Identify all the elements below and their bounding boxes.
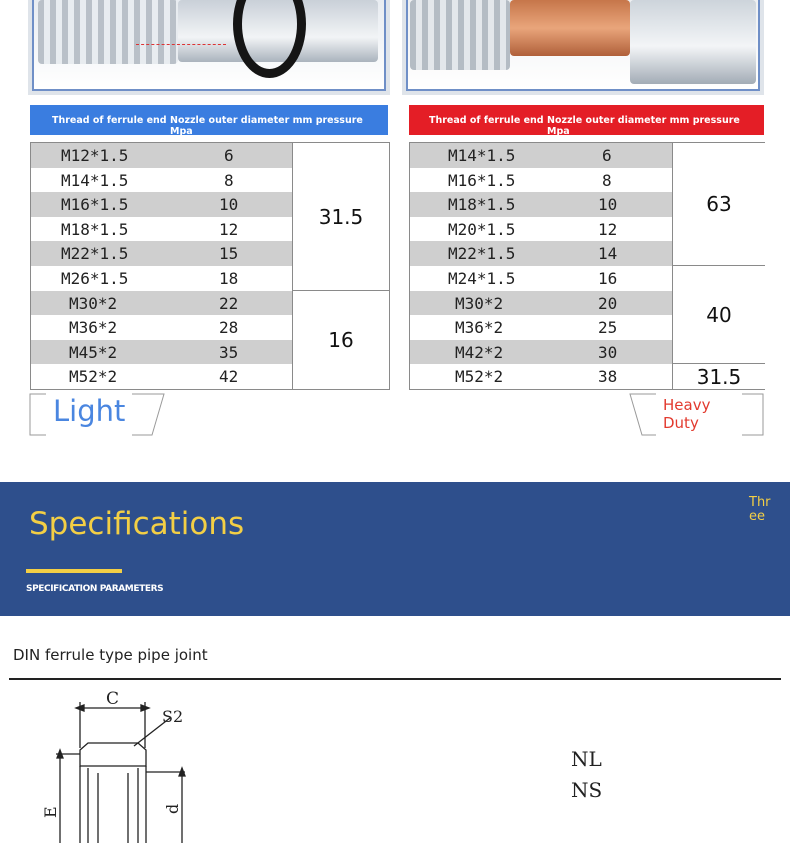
right-product-photo [402,0,764,95]
banner-subtitle: SPECIFICATION PARAMETERS [26,584,164,594]
table-row: M42*2 30 [410,340,672,365]
pressure-cell: 31.5 [292,143,389,290]
pressure-cell: 40 [672,265,765,364]
table-row: M36*2 28 [69,318,239,338]
section-title: DIN ferrule type pipe joint [13,646,208,664]
specifications-banner [0,482,790,616]
right-table-header [409,105,764,135]
table-row: M24*1.5 16 [448,269,618,288]
table-row: M22*1.5 15 [31,241,292,266]
left-product-photo [28,0,390,95]
table-row: M30*2 20 [410,291,672,316]
table-row: M22*1.5 14 [410,241,672,266]
table-row: M52*2 42 [69,367,239,387]
nut-image [630,0,756,84]
table-row: M20*1.5 12 [448,219,618,239]
table-row: M14*1.5 8 [61,170,234,190]
right-spec-table [409,142,765,390]
table-row: M16*1.5 10 [31,192,292,217]
pressure-cell: 16 [292,290,389,389]
banner-title: Specifications [29,506,245,542]
nut-technical-drawing [30,688,200,843]
table-row: M18*1.5 10 [410,192,672,217]
heavy-duty-label: Heavy Duty [663,396,711,432]
table-row: M45*2 35 [31,340,292,365]
table-row: M12*1.5 6 [31,143,292,168]
right-header-thread: Thread of ferrule end [429,115,544,126]
left-header-thread: Thread of ferrule end [52,115,167,126]
table-row: M18*1.5 12 [61,219,239,239]
section-divider [9,678,781,680]
table-row: M36*2 25 [455,318,618,338]
table-row: M16*1.5 8 [448,170,612,190]
dim-e-label: E [41,806,60,818]
dim-c-label: C [106,689,120,709]
right-header-diameter: Nozzle outer diameter mm pressure Mpa [547,115,740,137]
banner-accent-bar [26,569,122,573]
copper-pipe-image [510,0,630,56]
left-spec-table [30,142,390,390]
dim-s2-label: S2 [162,707,184,726]
left-header-diameter: Nozzle outer diameter mm pressure Mpa [170,115,363,137]
fitting-thread-image [38,0,178,64]
dim-d-label: d [163,803,182,814]
banner-corner-text: Three [749,495,771,524]
table-row: M52*2 38 [455,367,618,387]
pressure-cell: 31.5 [672,363,765,389]
fitting-thread-image [410,0,510,70]
legend-ns: NS [571,778,603,802]
left-table-header [30,105,388,135]
light-label: Light [53,394,126,428]
table-row: M30*2 22 [31,291,292,316]
legend-nl: NL [571,747,602,771]
pressure-cell: 63 [672,143,765,265]
table-row: M26*1.5 18 [61,269,239,288]
table-row: M14*1.5 6 [410,143,672,168]
